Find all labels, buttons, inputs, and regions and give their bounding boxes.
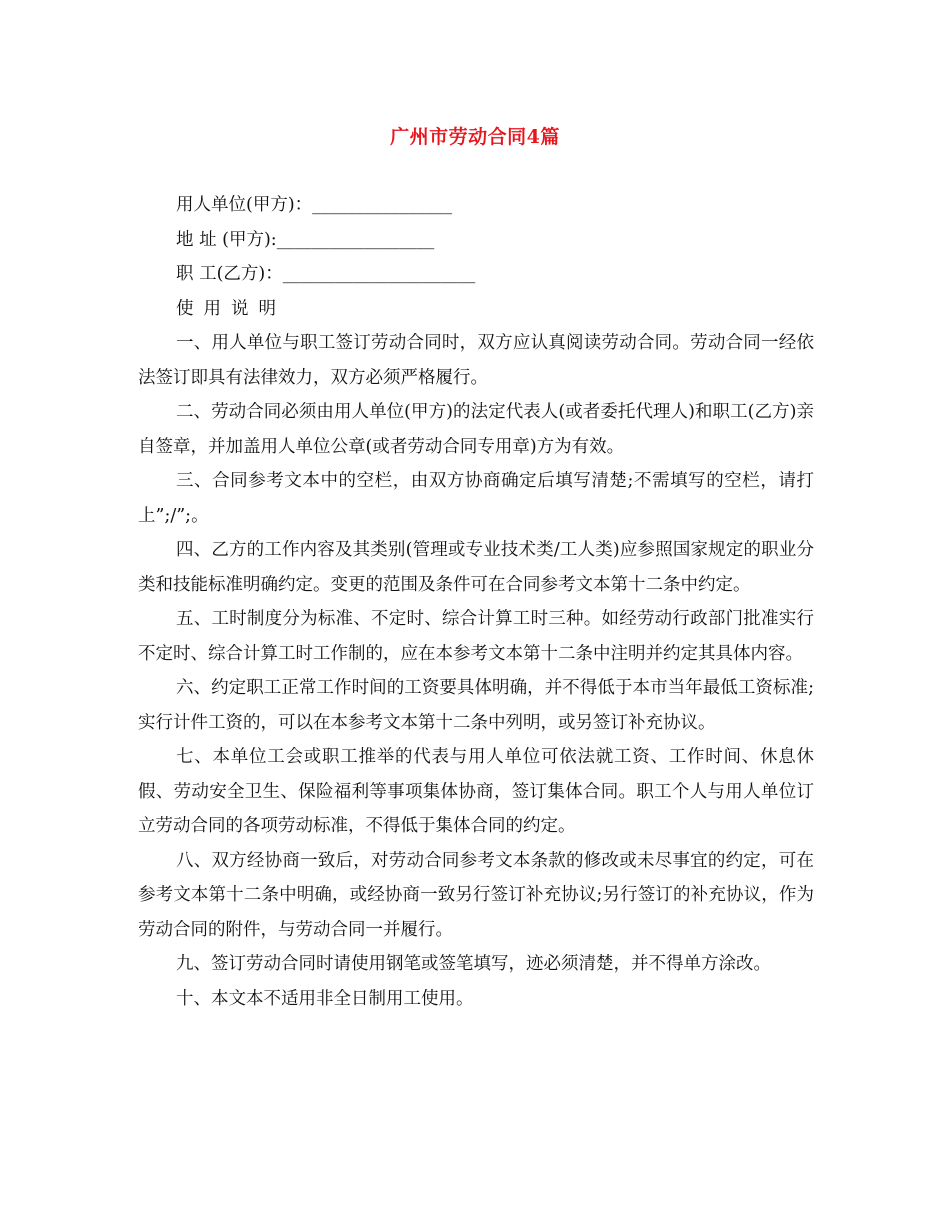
address-blank: __________________ (276, 229, 435, 250)
instruction-paragraph-7: 七、本单位工会或职工推举的代表与用人单位可依法就工资、工作时间、休息休假、劳动安全卫生、保险福利等事项集体协商，签订集体合同。职工个人与用人单位订立劳动合同的各项劳动标准，不得低于集体合同的约定。 (138, 747, 814, 836)
employee-field (138, 257, 814, 292)
document-body (138, 188, 814, 1016)
instruction-paragraph-8: 八、双方经协商一致后，对劳动合同参考文本条款的修改或未尽事宜的约定，可在参考文本第十二条中明确，或经协商一致另行签订补充协议;另行签订的补充协议，作为劳动合同的附件，与劳动合同一并履行。 (138, 850, 814, 940)
document-title: 广州市劳动合同4篇 (390, 126, 560, 148)
employee-blank: ______________________ (282, 264, 476, 284)
address-label: 地 址 (甲方): (176, 229, 277, 250)
instruction-paragraph-9: 九、签订劳动合同时请使用钢笔或签笔填写，迹必须清楚，并不得单方涂改。 (176, 954, 771, 974)
instruction-paragraph-5: 五、工时制度分为标准、不定时、综合计算工时三种。如经劳动行政部门批准实行不定时、综合计算工时工作制的，应在本参考文本第十二条中注明并约定其具体内容。 (138, 609, 814, 664)
address-field (138, 223, 814, 258)
instruction-paragraph-1: 一、用人单位与职工签订劳动合同时，双方应认真阅读劳动合同。劳动合同一经依法签订即具有法律效力，双方必须严格履行。 (138, 333, 814, 388)
instruction-paragraph-10: 十、本文本不适用非全日制用工使用。 (176, 988, 474, 1009)
employee-label: 职 工(乙方)： (176, 264, 283, 284)
employer-field (138, 188, 814, 223)
instruction-paragraph-3: 三、合同参考文本中的空栏，由双方协商确定后填写清楚;不需填写的空栏，请打上”;/”;。 (138, 471, 814, 526)
instruction-paragraph-2: 二、劳动合同必须由用人单位(甲方)的法定代表人(或者委托代理人)和职工(乙方)亲自签章，并加盖用人单位公章(或者劳动合同专用章)方为有效。 (138, 402, 814, 457)
instruction-paragraph-6: 六、约定职工正常工作时间的工资要具体明确，并不得低于本市当年最低工资标准;实行计件工资的，可以在本参考文本第十二条中列明，或另签订补充协议。 (138, 678, 814, 733)
employer-blank: ________________ (312, 195, 453, 215)
instructions-heading: 使用说明 (176, 298, 286, 319)
employer-label: 用人单位(甲方)： (176, 195, 313, 215)
instruction-paragraph-4: 四、乙方的工作内容及其类别(管理或专业技术类/工人类)应参照国家规定的职业分类和技能标准明确约定。变更的范围及条件可在合同参考文本第十二条中约定。 (138, 540, 814, 595)
